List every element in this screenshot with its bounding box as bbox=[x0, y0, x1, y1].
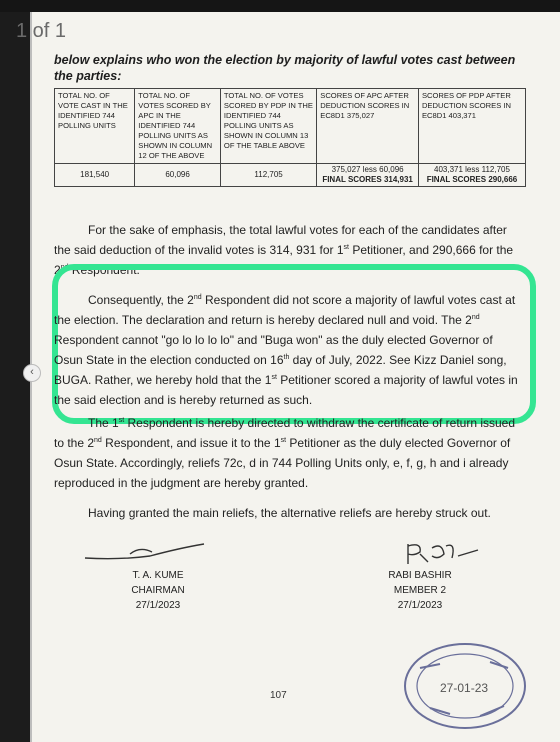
value-cell: 181,540 bbox=[55, 164, 135, 187]
header-cell: TOTAL NO. OF VOTES SCORED BY APC IN THE IDENTIFIED 744 POLLING UNITS AS SHOWN IN COLUMN 12 OF THE ABOVE bbox=[135, 89, 221, 164]
results-table bbox=[54, 88, 526, 187]
header-cell: TOTAL NO. OF VOTE CAST IN THE IDENTIFIED 744 POLLING UNITS bbox=[55, 89, 135, 164]
value-cell: 60,096 bbox=[135, 164, 221, 187]
pdp-final-score: FINAL SCORES 290,666 bbox=[426, 175, 518, 184]
table-header-row bbox=[55, 89, 526, 164]
signatory-name: RABI BASHIR bbox=[388, 570, 452, 581]
signatory-name: T. A. KUME bbox=[132, 570, 184, 581]
page-indicator: 1 of 1 bbox=[16, 20, 67, 42]
stamp-date: 27-01-23 bbox=[440, 681, 489, 695]
pdp-deduction: 403,371 less 112,705 bbox=[434, 165, 510, 174]
paragraph-highlighted-ruling: Consequently, the 2nd Respondent did not score a majority of lawful votes cast at the election. The declaration and return is hereby declared null and void. The 2nd Respondent cannot "go lo lo lo lo" and "Buga won" as the duly elected Governor of Osun State in the election conducted on 16th day of July, 2022. See Kizz Daniel song, BUGA. Rather, we hereby hold that the 1st Petitioner scored a majority of lawful votes in the said election and is hereby returned as such. bbox=[54, 293, 518, 407]
signatory-title: MEMBER 2 bbox=[393, 585, 447, 596]
paragraph-certificate: The 1st Respondent is hereby directed to withdraw the certificate of return issued to the 2nd Respondent, and issue it to the 1st Petitioner as the duly elected Governor of Osun State. Accordingly, reliefs 72c, d in 744 Polling Units only, e, f, g, h and i already reproduced in the judgment are hereby granted. bbox=[54, 416, 516, 490]
apc-final-cell bbox=[317, 164, 419, 187]
header-cell: SCORES OF APC AFTER DEDUCTION SCORES IN EC8D1 375,027 bbox=[317, 89, 419, 164]
signature-block-chairman bbox=[88, 568, 228, 613]
signatory-date: 27/1/2023 bbox=[135, 600, 181, 611]
previous-page-button[interactable]: ‹ bbox=[23, 364, 41, 382]
court-stamp-icon bbox=[400, 638, 530, 733]
header-cell: SCORES OF PDP AFTER DEDUCTION SCORES IN EC8D1 403,371 bbox=[418, 89, 525, 164]
apc-deduction: 375,027 less 60,096 bbox=[331, 165, 404, 174]
apc-final-score: FINAL SCORES 314,931 bbox=[322, 175, 413, 184]
signature-left-icon bbox=[80, 540, 210, 566]
signature-block-member bbox=[350, 568, 490, 613]
page-number: 107 bbox=[270, 690, 287, 701]
table-row bbox=[55, 164, 526, 187]
header-cell: TOTAL NO. OF VOTES SCORED BY PDP IN THE IDENTIFIED 744 POLLING UNITS AS SHOWN IN COLUMN 13 OF THE TABLE ABOVE bbox=[220, 89, 316, 164]
paragraph-alternative-reliefs: Having granted the main reliefs, the alternative reliefs are hereby struck out. bbox=[88, 506, 491, 520]
signatory-title: CHAIRMAN bbox=[131, 585, 185, 596]
signatory-date: 27/1/2023 bbox=[397, 600, 443, 611]
paragraph-emphasis: For the sake of emphasis, the total lawful votes for each of the candidates after the said deduction of the invalid votes is 314, 931 for 1st Petitioner, and 290,666 for the 2nd Respondent. bbox=[54, 223, 514, 277]
value-cell: 112,705 bbox=[220, 164, 316, 187]
pdp-final-cell bbox=[418, 164, 525, 187]
lead-text: below explains who won the election by majority of lawful votes cast between the parties: bbox=[54, 53, 516, 83]
signature-right-icon bbox=[398, 538, 488, 568]
viewer-top-bar bbox=[0, 0, 560, 12]
